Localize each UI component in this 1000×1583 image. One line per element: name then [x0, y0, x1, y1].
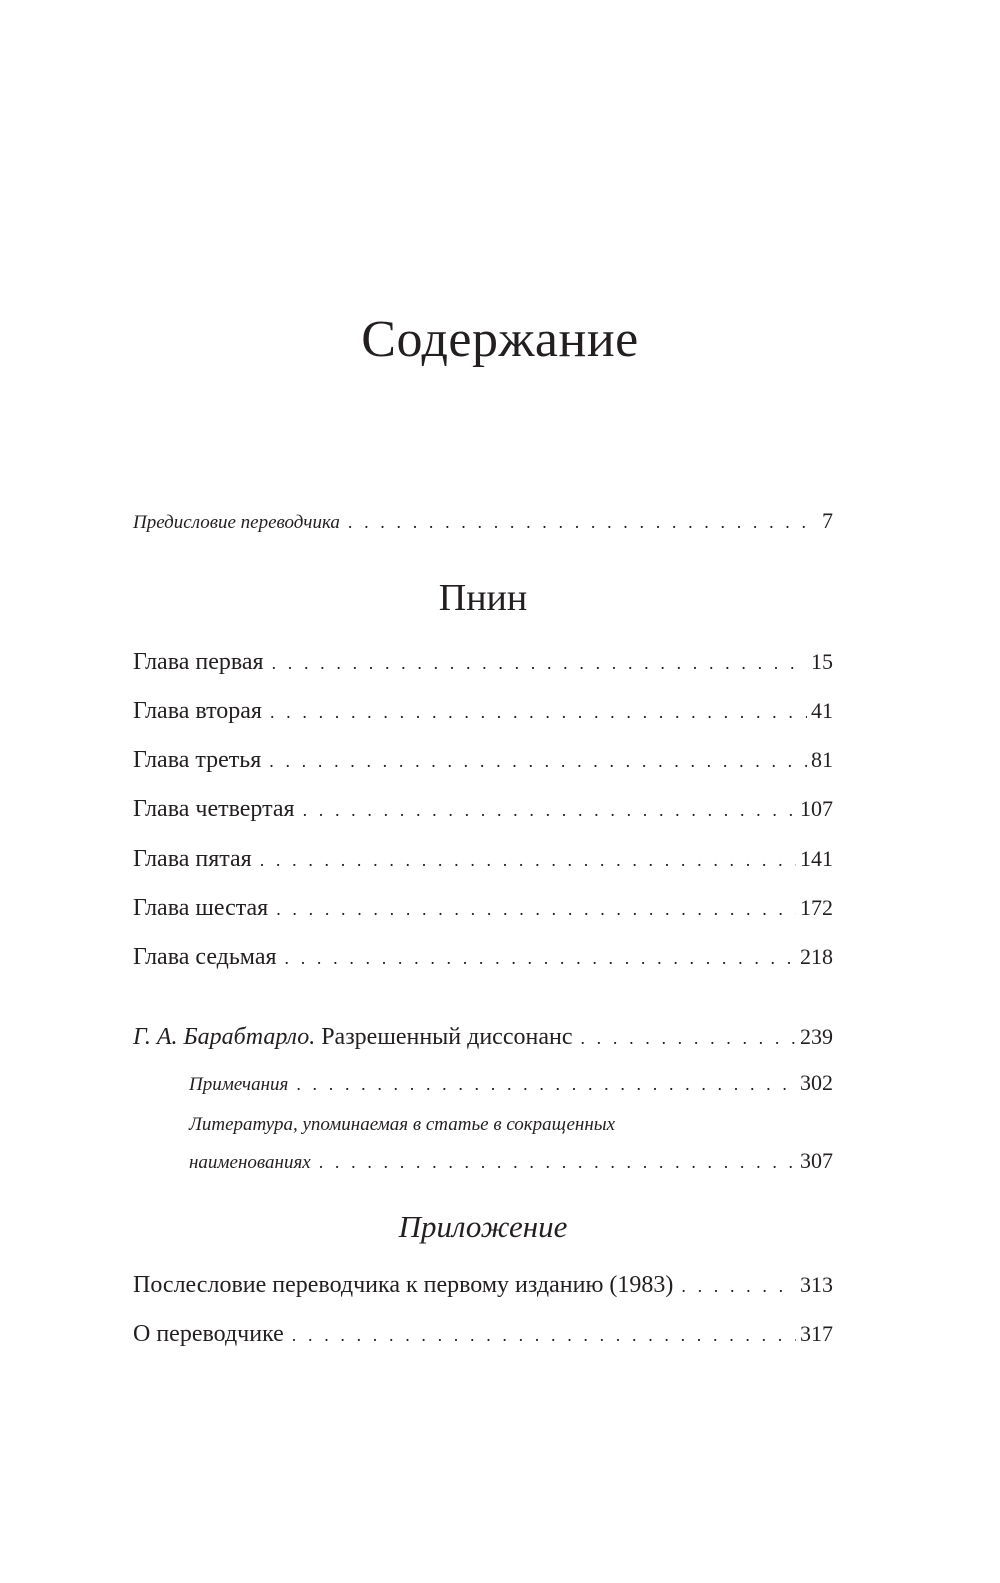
- toc-label: Глава шестая: [133, 895, 269, 921]
- toc-entry-about-translator[interactable]: [133, 1319, 833, 1350]
- dot-leader: [580, 1023, 796, 1053]
- dot-leader: [303, 795, 796, 825]
- appendix-heading: Приложение: [398, 1209, 568, 1244]
- dot-leader: [270, 697, 807, 727]
- page-title: Содержание: [361, 311, 639, 368]
- toc-page-number: 317: [800, 1321, 833, 1346]
- toc-page-number: 141: [800, 846, 833, 871]
- toc-entry-chapter-6[interactable]: [133, 893, 833, 924]
- toc-label-line-2: наименованиях: [189, 1152, 311, 1173]
- toc-label-line-1: Литература, упоминаемая в статье в сокращенных: [189, 1114, 616, 1135]
- toc-label: Глава вторая: [133, 698, 262, 724]
- dot-leader: [319, 1144, 796, 1180]
- toc-label: О переводчике: [133, 1321, 284, 1347]
- toc-label: Глава первая: [133, 649, 264, 675]
- toc-entry-chapter-7[interactable]: [133, 942, 833, 973]
- toc-entry-chapter-4[interactable]: [133, 794, 833, 825]
- dot-leader: [681, 1271, 796, 1301]
- dot-leader: [272, 648, 807, 678]
- dot-leader: [260, 845, 796, 875]
- toc-page-number: 307: [800, 1148, 833, 1173]
- toc-entry-literature[interactable]: [189, 1107, 833, 1181]
- toc-label: [133, 1022, 572, 1052]
- toc-entry-notes[interactable]: [189, 1068, 833, 1100]
- dot-leader: [296, 1069, 796, 1099]
- toc-label: Глава четвертая: [133, 796, 295, 822]
- toc-page-number: 7: [822, 508, 833, 533]
- toc-label: Глава третья: [133, 747, 262, 773]
- part-heading: Пнин: [438, 577, 528, 619]
- toc-entry-chapter-1[interactable]: [133, 647, 833, 678]
- toc-page-number: 15: [811, 649, 833, 674]
- toc-entry-preface[interactable]: [133, 506, 833, 538]
- toc-entry-afterword[interactable]: [133, 1270, 833, 1301]
- essay-author: Г. А. Барабтарло.: [133, 1024, 316, 1050]
- dot-leader: [292, 1320, 796, 1350]
- toc-page-number: 218: [800, 944, 833, 969]
- dot-leader: [269, 746, 807, 776]
- toc-label: Послесловие переводчика к первому изданию (1983): [133, 1272, 674, 1298]
- toc-page-number: 107: [800, 796, 833, 821]
- toc-page-number: 239: [800, 1024, 833, 1049]
- dot-leader: [276, 894, 796, 924]
- toc-entry-chapter-3[interactable]: [133, 745, 833, 776]
- toc-label: Глава пятая: [133, 846, 252, 872]
- toc-page-number: 172: [800, 895, 833, 920]
- essay-title: Разрешенный диссонанс: [321, 1024, 573, 1050]
- toc-page-number: 41: [811, 698, 833, 723]
- toc-label: Примечания: [189, 1074, 289, 1095]
- toc-entry-essay[interactable]: [133, 1022, 833, 1053]
- toc-page-number: 313: [800, 1272, 833, 1297]
- toc-label: Глава седьмая: [133, 944, 277, 970]
- dot-leader: [285, 943, 796, 973]
- toc-label: Предисловие переводчика: [133, 512, 340, 533]
- toc-page-number: 81: [811, 747, 833, 772]
- toc-label-line-2-row: [189, 1143, 833, 1181]
- toc-entry-chapter-2[interactable]: [133, 696, 833, 727]
- toc-page-number: 302: [800, 1070, 833, 1095]
- dot-leader: [348, 507, 818, 537]
- toc-entry-chapter-5[interactable]: [133, 844, 833, 875]
